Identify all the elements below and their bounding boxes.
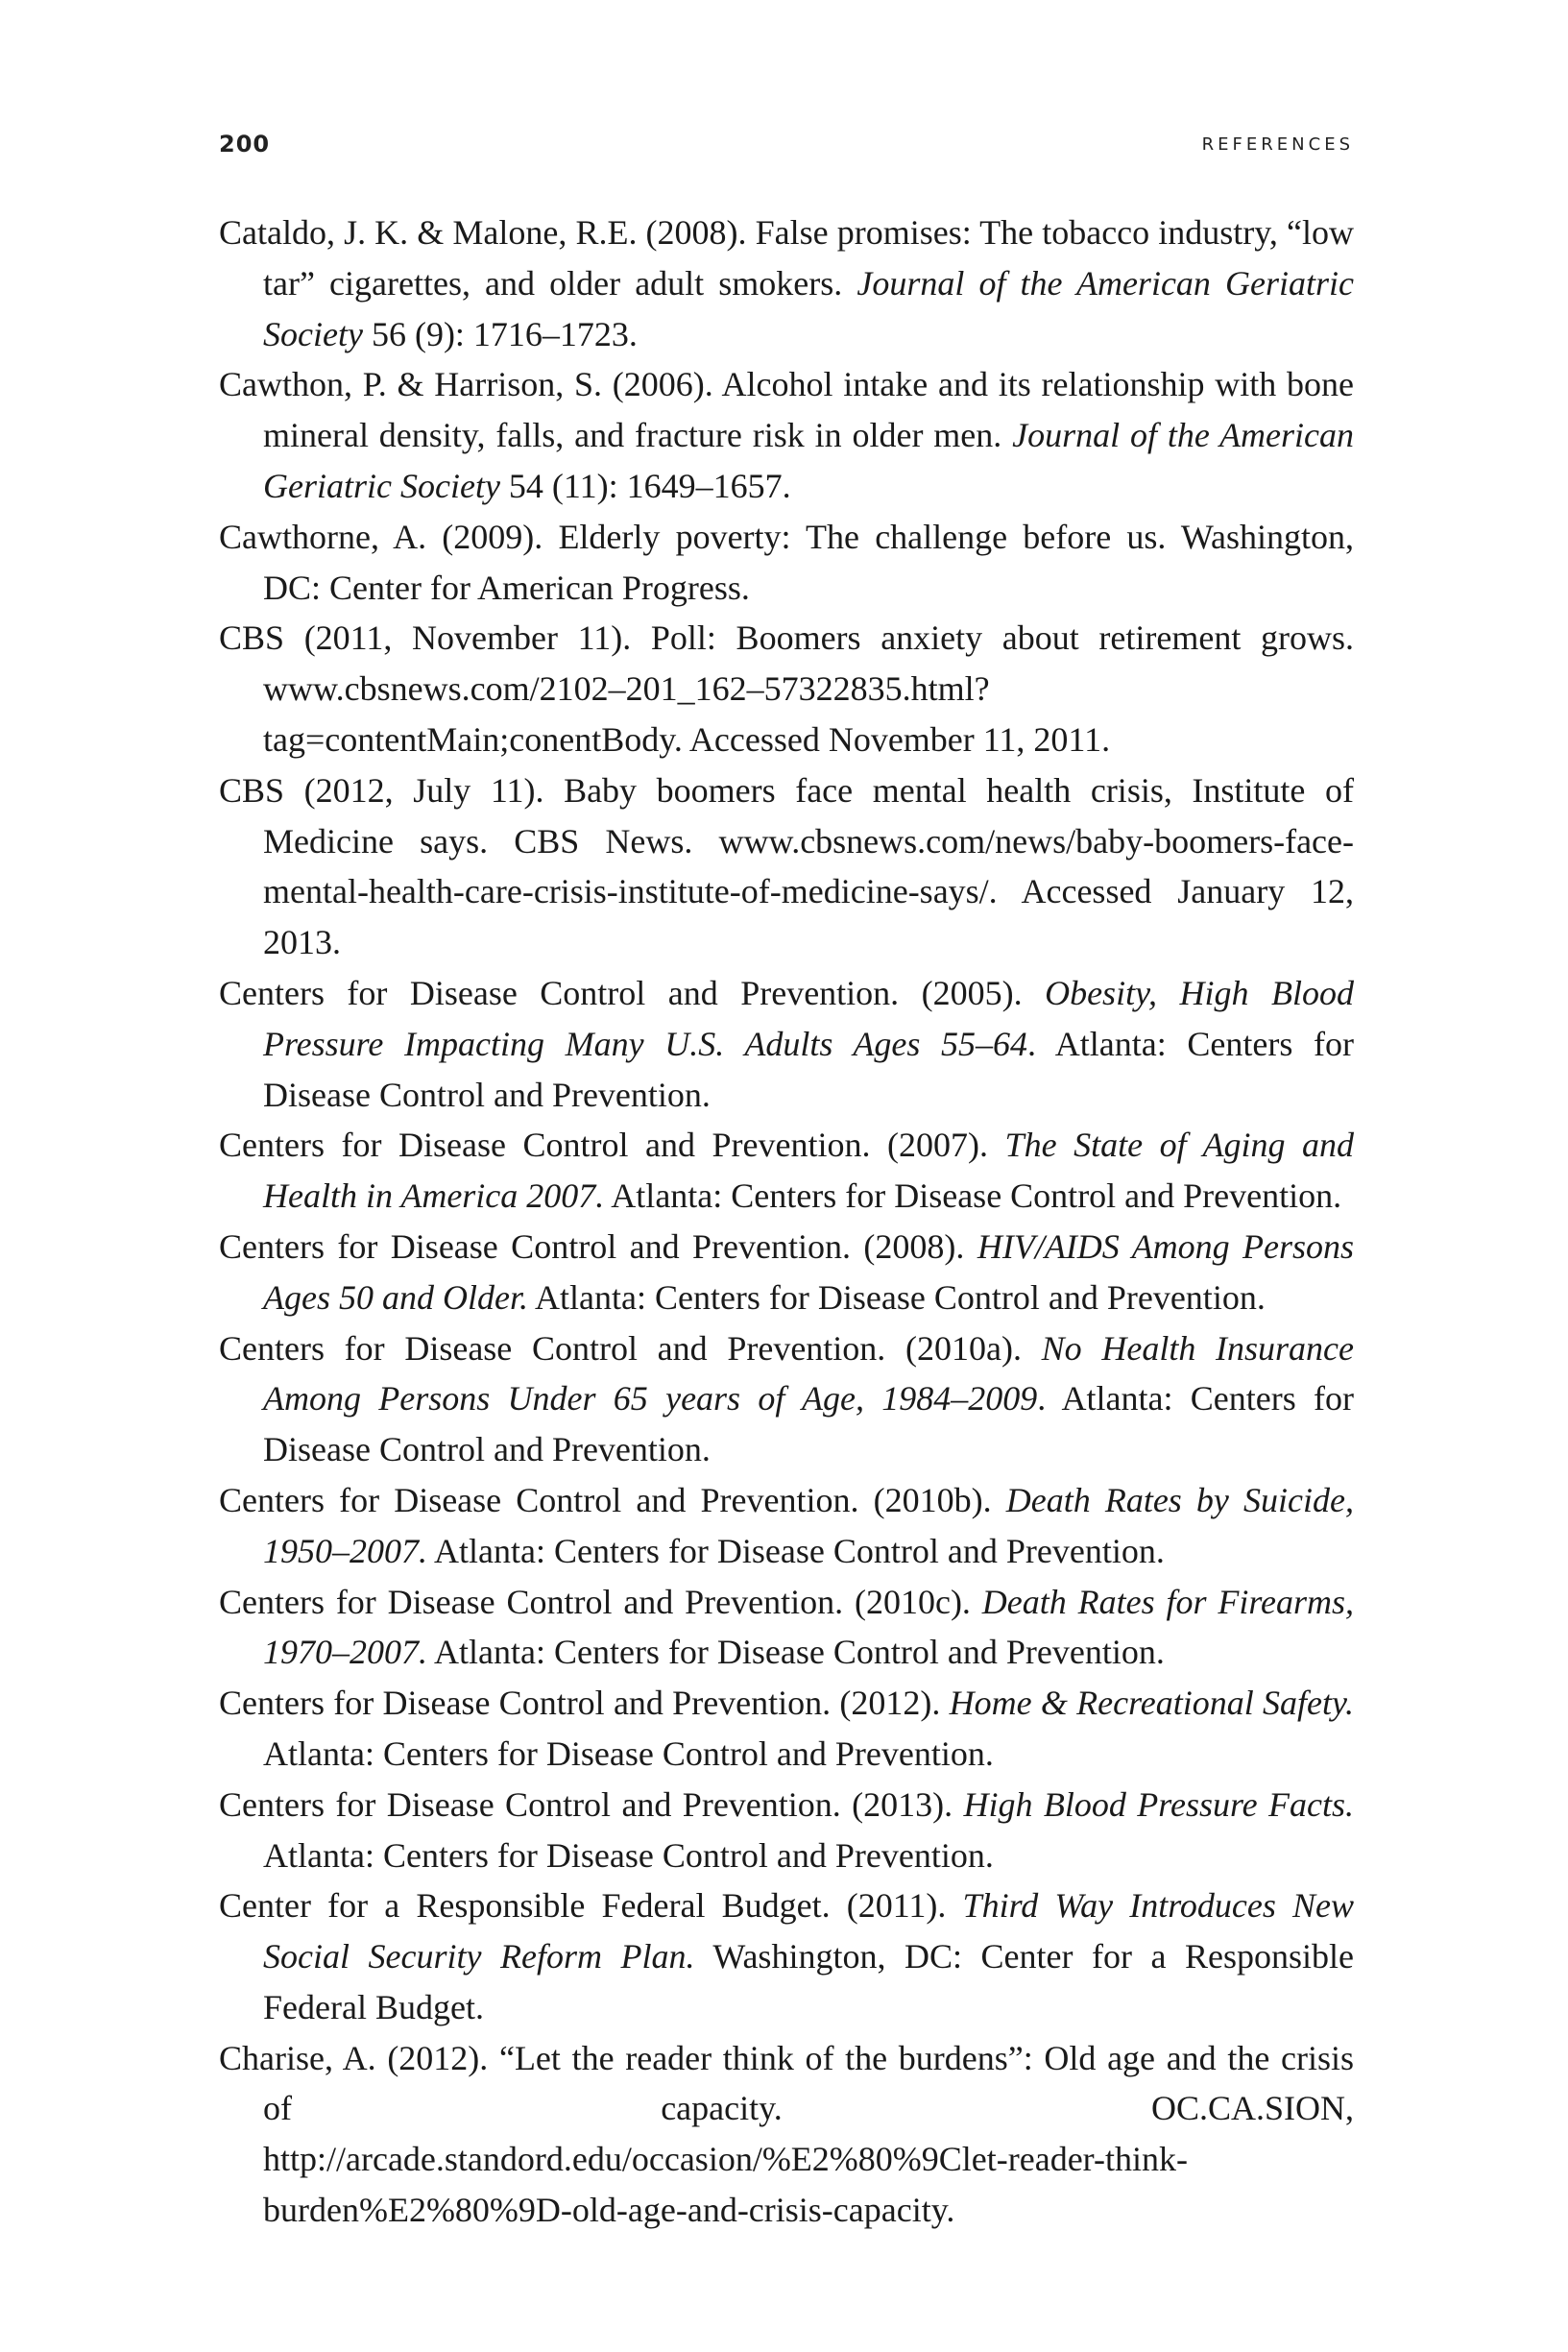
reference-text: Centers for Disease Control and Prevention. (2012).: [219, 1684, 950, 1723]
reference-text: Center for a Responsible Federal Budget. (2011).: [219, 1886, 963, 1926]
reference-entry: [219, 1475, 1354, 1577]
reference-entry: [219, 512, 1354, 614]
reference-entry: [219, 2033, 1354, 2236]
reference-title-italic: Death Rates for Firearms, 1970–2007.: [263, 1582, 1354, 1672]
reference-text: Centers for Disease Control and Prevention. (2010b).: [219, 1480, 1006, 1519]
reference-text: Cawthorne, A. (2009). Elderly poverty: The challenge before us. Washington, DC: Center for American Progress.: [219, 517, 1354, 607]
reference-text: Charise, A. (2012). “Let the reader think of the burdens”: Old age and the crisis of capacity. OC.CA.SION, http://arcade.standord.edu/occasion/%E2%80%9Clet-reader-think-burden%E2%80%9D-old-age-and-crisis-capacity.: [219, 2038, 1354, 2230]
reference-title-italic: No Health Insurance Among Persons Under 65 years of Age, 1984–2009: [263, 1328, 1354, 1418]
reference-text: CBS (2012, July 11). Baby boomers face mental health crisis, Institute of Medicine says. CBS News. www.cbsnews.com/news/baby-boomers-face-mental-health-care-crisis-institute-of-medicine-says/. Accessed January 12, 2013.: [219, 770, 1354, 962]
reference-text: Centers for Disease Control and Prevention. (2007).: [219, 1126, 1005, 1165]
reference-text: Centers for Disease Control and Prevention. (2010c).: [219, 1582, 982, 1621]
reference-title-italic: The State of Aging and Health in America 2007.: [263, 1126, 1354, 1216]
reference-title-italic: Third Way Introduces New Social Security Reform Plan.: [263, 1886, 1354, 1976]
reference-entry: [219, 968, 1354, 1120]
reference-entry: [219, 765, 1354, 968]
page-number: 200: [219, 131, 271, 158]
reference-text: 56 (9): 1716–1723.: [362, 314, 638, 353]
reference-text: Atlanta: Centers for Disease Control and Prevention.: [427, 1633, 1165, 1672]
reference-text: Centers for Disease Control and Prevention. (2005).: [219, 973, 1046, 1012]
reference-entry: [219, 1780, 1354, 1881]
reference-text: Atlanta: Centers for Disease Control and Prevention.: [263, 1835, 994, 1875]
reference-entry: [219, 1222, 1354, 1323]
reference-title-italic: Obesity, High Blood Pressure Impacting Many U.S. Adults Ages 55–64: [263, 973, 1354, 1063]
reference-entry: [219, 207, 1354, 359]
reference-text: Atlanta: Centers for Disease Control and Prevention.: [527, 1277, 1266, 1317]
reference-title-italic: Journal of the American Geriatric Society: [263, 416, 1354, 505]
reference-entry: [219, 1880, 1354, 2032]
reference-text: . Atlanta: Centers for Disease Control and Prevention.: [263, 1379, 1354, 1469]
reference-entry: [219, 1577, 1354, 1679]
reference-entry: [219, 613, 1354, 764]
reference-list: [219, 207, 1354, 2236]
reference-text: Washington, DC: Center for a Responsible Federal Budget.: [263, 1937, 1354, 2026]
reference-text: Atlanta: Centers for Disease Control and Prevention.: [427, 1531, 1165, 1570]
reference-text: Centers for Disease Control and Prevention. (2013).: [219, 1784, 964, 1824]
reference-entry: [219, 1323, 1354, 1475]
reference-text: Atlanta: Centers for Disease Control and Prevention.: [263, 1734, 994, 1773]
reference-text: 54 (11): 1649–1657.: [499, 466, 791, 505]
running-head: REFERENCES: [1201, 134, 1354, 155]
reference-entry: [219, 1120, 1354, 1222]
reference-text: . Atlanta: Centers for Disease Control and Prevention.: [263, 1024, 1355, 1114]
reference-text: Cawthon, P. & Harrison, S. (2006). Alcohol intake and its relationship with bone mineral density, falls, and fracture risk in older men.: [219, 365, 1354, 455]
reference-text: Centers for Disease Control and Prevention. (2010a).: [219, 1328, 1042, 1368]
reference-entry: [219, 359, 1354, 511]
reference-title-italic: HIV/AIDS Among Persons Ages 50 and Older.: [263, 1226, 1354, 1317]
reference-text: Atlanta: Centers for Disease Control and Prevention.: [604, 1176, 1342, 1216]
reference-title-italic: High Blood Pressure Facts.: [963, 1784, 1354, 1824]
reference-title-italic: Journal of the American Geriatric Society: [263, 263, 1354, 353]
page-header: [219, 131, 1354, 159]
reference-title-italic: Death Rates by Suicide, 1950–2007.: [263, 1480, 1354, 1570]
reference-entry: [219, 1678, 1354, 1780]
reference-title-italic: Home & Recreational Safety.: [949, 1684, 1354, 1723]
reference-text: CBS (2011, November 11). Poll: Boomers anxiety about retirement grows. www.cbsnews.com/2102–201_162–57322835.html?tag=contentMain;conentBody. Accessed November 11, 2011.: [219, 618, 1354, 759]
reference-text: Cataldo, J. K. & Malone, R.E. (2008). False promises: The tobacco industry, “low tar” cigarettes, and older adult smokers.: [219, 213, 1354, 303]
reference-text: Centers for Disease Control and Prevention. (2008).: [219, 1226, 977, 1266]
